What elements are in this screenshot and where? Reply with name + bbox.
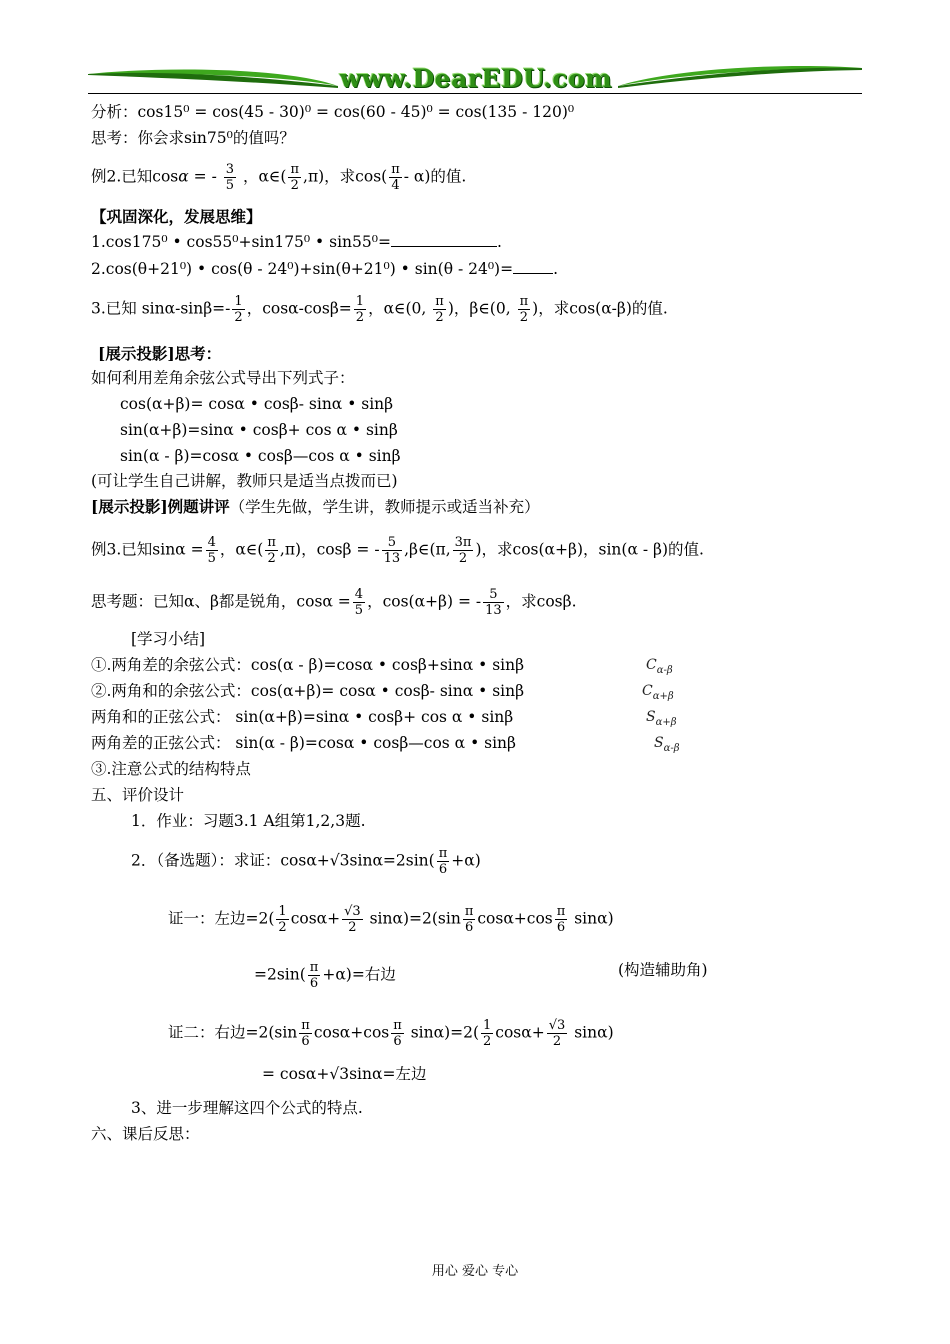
fraction: $\frac{\pi}{2}$ [290,162,300,193]
question-1: 1.cos175⁰ • cos55⁰+sin175⁰ • sin55⁰= . [91,233,502,251]
summary-title: [学习小结] [131,630,206,648]
section-heading-projection-think: [展示投影]思考： [98,344,222,363]
section-heading-evaluation: 五、评价设计 [91,786,185,804]
header-rule [88,93,862,94]
site-logo[interactable]: www.DearEDU.com [339,64,613,93]
auxiliary-angle-note: (构造辅助角) [618,961,708,979]
fraction: $\frac{\pi}{6}$ [556,904,566,935]
fraction: $\frac{√3}{2}$ [548,1018,566,1049]
formula-sin-diff: sin(α - β)=cosα • cosβ—cos α • sinβ [120,447,401,465]
formula-cos-sum: cos(α+β)= cosα • cosβ- sinα • sinβ [120,395,394,413]
site-header [88,62,862,96]
homework-3: 3、进一步理解这四个公式的特点. [131,1099,363,1117]
section-heading-reflection: 六、课后反思： [91,1125,200,1143]
section-heading-examples: [展示投影]例题讲评（学生先做，学生讲，教师提示或适当补充） [91,497,540,516]
fraction: $\frac{\pi}{6}$ [301,1018,310,1049]
proof-2-line-1: 证二：右边=2(sin $\frac{\pi}{6}$ cosα+cos $\frac{\pi}{6}$ sinα)=2( $\frac{1}{2}$ cosα+ $\frac{√3}{2}$ sinα) [168,1018,614,1049]
formula-tag-c-diff: $C_{\alpha-\beta}$ [646,657,673,676]
page-footer: 用心 爱心 专心 [431,1264,519,1279]
fraction: $\frac{3\pi}{2}$ [454,535,472,566]
think-problem: 思考题：已知α、β都是锐角，cosα = $\frac{4}{5}$ ，cos(α+β) = - $\frac{5}{13}$ ，求cosβ. [91,587,577,618]
teacher-note: (可让学生自己讲解，教师只是适当点拨而已) [91,472,398,490]
summary-cos-sum: ②.两角和的余弦公式：cos(α+β)= cosα • cosβ- sinα • sinβ [91,682,525,700]
answer-blank[interactable] [513,259,553,274]
fraction: $\frac{5}{13}$ [485,587,502,618]
formula-tag-s-sum: $S_{\alpha+\beta}$ [646,709,677,728]
fraction: $\frac{1}{2}$ [355,294,365,325]
proof-2-line-2: = cosα+√3sinα=左边 [262,1065,427,1083]
example-3: 例3.已知sinα = $\frac{4}{5}$ ，α∈( $\frac{\pi}{2}$ ,π)，cosβ = - $\frac{5}{13}$ ,β∈(π, $\frac{3\pi}{2}$ )，求cos(α+β)，sin(α - β)的值. [91,535,704,566]
answer-blank[interactable] [391,232,497,247]
homework-2: 2．（备选题）：求证：cosα+√3sinα=2sin( $\frac{\pi}{6}$ +α) [131,846,481,877]
fraction: $\frac{1}{2}$ [483,1018,492,1049]
fraction: $\frac{\pi}{6}$ [393,1018,402,1049]
summary-cos-diff: ①.两角差的余弦公式：cos(α - β)=cosα • cosβ+sinα • sinβ [91,656,525,674]
fraction: $\frac{\pi}{2}$ [267,535,276,566]
question-2: 2.cos(θ+21⁰) • cos(θ - 24⁰)+sin(θ+21⁰) • sin(θ - 24⁰)= . [91,260,559,278]
fraction: $\frac{\pi}{4}$ [391,162,400,193]
projection-prompt: 如何利用差角余弦公式导出下列式子： [91,369,355,387]
formula-tag-c-sum: $C_{\alpha+\beta}$ [642,683,674,702]
formula-tag-s-diff: $S_{\alpha-\beta}$ [654,735,680,754]
fraction: $\frac{1}{2}$ [278,904,287,935]
homework-1: 1．作业：习题3.1 A组第1,2,3题. [131,812,366,830]
proof-1-line-1: 证一：左边=2( $\frac{1}{2}$ cosα+ $\frac{√3}{2}$ sinα)=2(sin $\frac{\pi}{6}$ cosα+cos $\frac{\pi}{6}$ sinα) [168,904,614,935]
fraction: $\frac{4}{5}$ [207,535,216,566]
section-heading-consolidate: 【巩固深化，发展思维】 [91,207,262,226]
analysis-line: 分析：cos15⁰ = cos(45 - 30)⁰ = cos(60 - 45)⁰ = cos(135 - 120)⁰ [91,103,575,121]
fraction: $\frac{√3}{2}$ [344,904,361,935]
fraction: $\frac{\pi}{6}$ [309,960,319,991]
summary-sin-sum: 两角和的正弦公式： sin(α+β)=sinα • cosβ+ cos α • sinβ [91,708,514,726]
summary-sin-diff: 两角差的正弦公式： sin(α - β)=cosα • cosβ—cos α • sinβ [91,734,516,752]
fraction: $\frac{\pi}{6}$ [464,904,474,935]
fraction: $\frac{\pi}{2}$ [435,294,444,325]
fraction: $\frac{1}{2}$ [234,294,243,325]
fraction: $\frac{5}{13}$ [383,535,401,566]
fraction: $\frac{\pi}{2}$ [519,294,529,325]
fraction: $\frac{4}{5}$ [354,587,364,618]
proof-1-line-2: =2sin( $\frac{\pi}{6}$ +α)=右边 [254,960,396,991]
fraction: $\frac{\pi}{6}$ [438,846,448,877]
fraction: $\frac{3}{5}$ [225,162,235,193]
think-line: 思考：你会求sin75⁰的值吗？ [91,129,295,147]
example-2: 例2.已知cosα = - $\frac{3}{5}$ ，α∈( $\frac{\pi}{2}$ ,π)，求cos( $\frac{\pi}{4}$ - α)的值. [91,162,467,193]
question-3: 3.已知 sinα-sinβ=- $\frac{1}{2}$ ，cosα-cosβ= $\frac{1}{2}$ ，α∈(0, $\frac{\pi}{2}$ )，β∈(0, $\frac{\pi}{2}$ )，求cos(α-β)的值. [91,294,668,325]
summary-structure-note: ③.注意公式的结构特点 [91,760,251,778]
formula-sin-sum: sin(α+β)=sinα • cosβ+ cos α • sinβ [120,421,398,439]
